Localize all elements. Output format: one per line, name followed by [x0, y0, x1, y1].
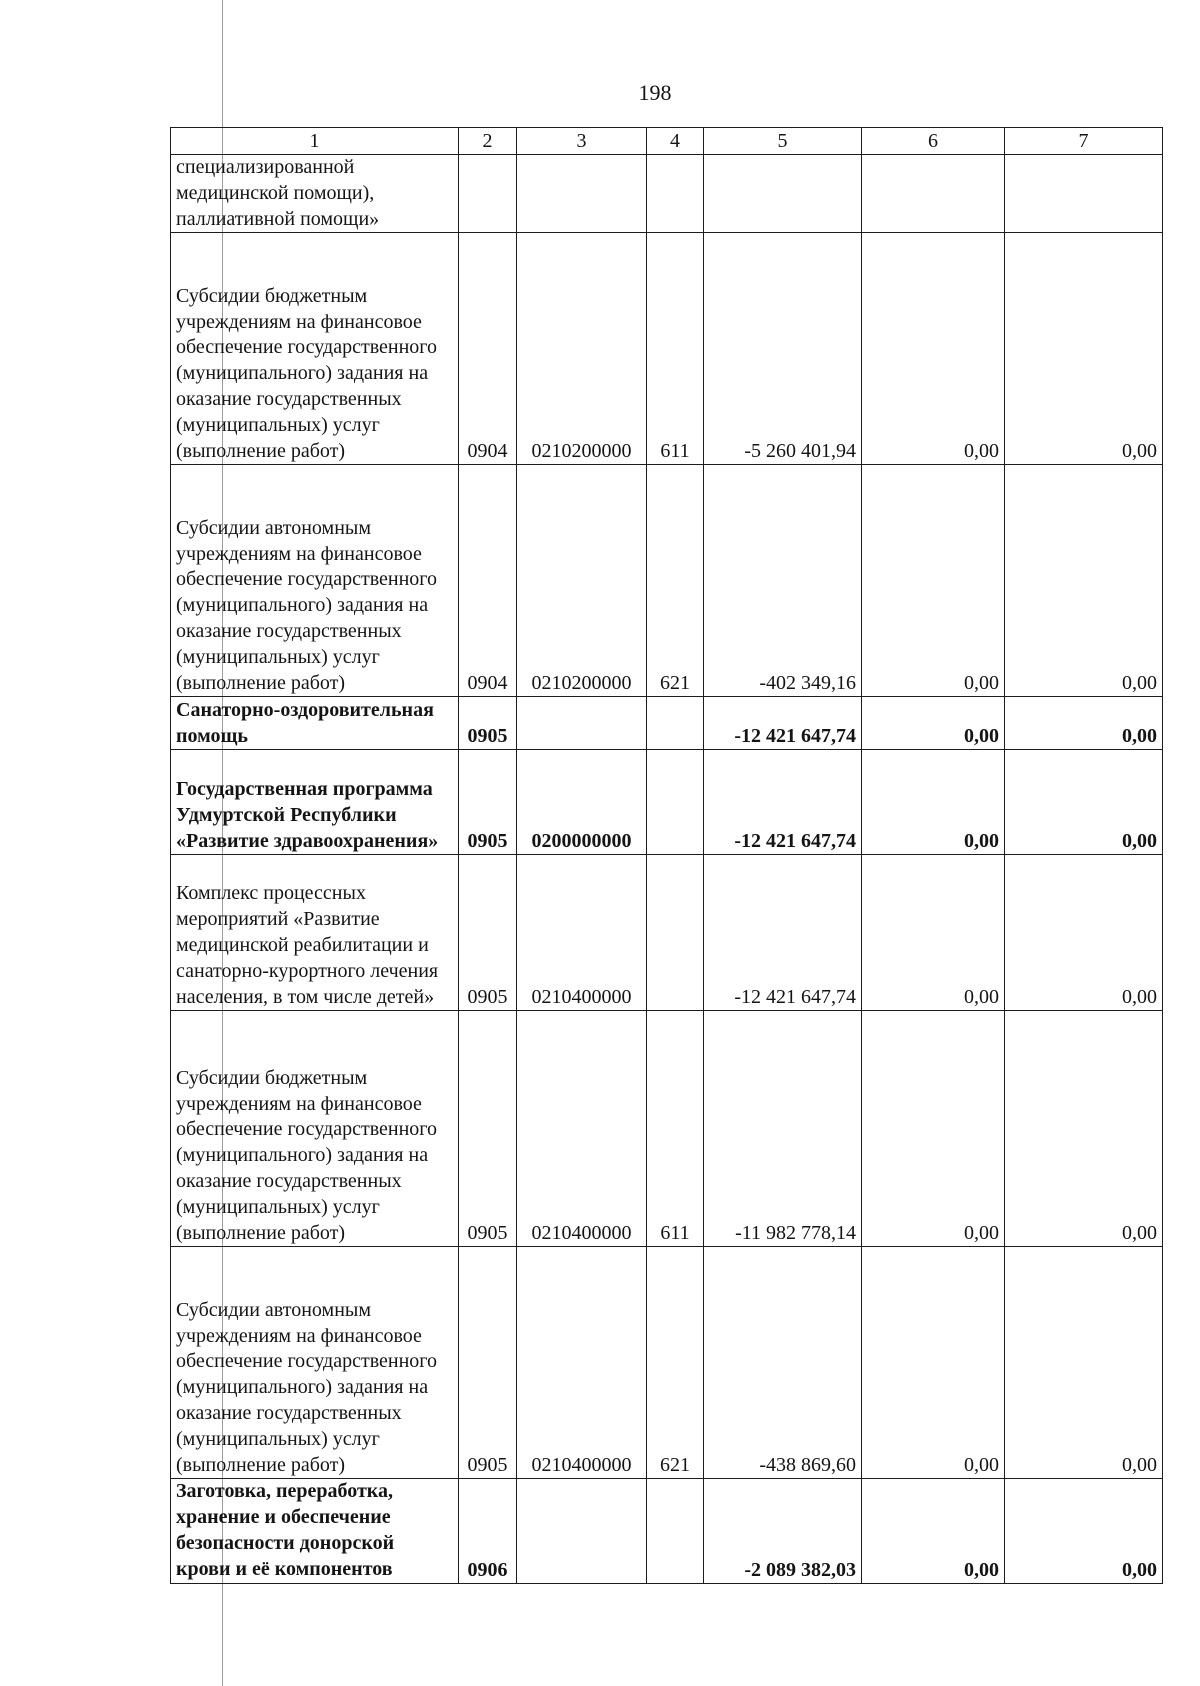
row-value-6: 0,00: [862, 1479, 1005, 1583]
header-col-7: 7: [1005, 128, 1163, 155]
row-type: [647, 1479, 704, 1583]
row-value-6: 0,00: [862, 1247, 1005, 1479]
row-section: 0905: [459, 1011, 517, 1247]
row-value-5: -12 421 647,74: [704, 750, 862, 855]
row-name: Субсидии автономным учреждениям на финансовое обеспечение государственного (муниципального) задания на оказание государственных (муниципальных) услуг (выполнение работ): [171, 1247, 459, 1479]
row-value-7: 0,00: [1005, 855, 1163, 1011]
header-col-2: 2: [459, 128, 517, 155]
row-value-7: 0,00: [1005, 465, 1163, 697]
row-name: Комплекс процессных мероприятий «Развитие медицинской реабилитации и санаторно-курортного лечения населения, в том числе детей»: [171, 855, 459, 1011]
table-row: [171, 233, 1163, 465]
row-type: 621: [647, 1247, 704, 1479]
row-section: 0904: [459, 233, 517, 465]
table-row: [171, 155, 1163, 233]
row-target: 0210400000: [517, 1247, 647, 1479]
row-section: 0905: [459, 697, 517, 750]
header-col-6: 6: [862, 128, 1005, 155]
row-value-5: -11 982 778,14: [704, 1011, 862, 1247]
row-value-7: 0,00: [1005, 1479, 1163, 1583]
row-value-6: 0,00: [862, 855, 1005, 1011]
row-value-5: -402 349,16: [704, 465, 862, 697]
row-target: 0210400000: [517, 855, 647, 1011]
row-value-5: -12 421 647,74: [704, 697, 862, 750]
header-row: [171, 128, 1163, 155]
row-name: Государственная программа Удмуртской Республики «Развитие здравоохранения»: [171, 750, 459, 855]
row-target: [517, 1479, 647, 1583]
row-type: [647, 750, 704, 855]
row-type: [647, 855, 704, 1011]
row-type: [647, 155, 704, 233]
row-value-6: 0,00: [862, 1011, 1005, 1247]
header-col-1: 1: [171, 128, 459, 155]
table-row: [171, 750, 1163, 855]
row-target: 0210200000: [517, 233, 647, 465]
table-row: [171, 1011, 1163, 1247]
header-col-5: 5: [704, 128, 862, 155]
row-value-5: -438 869,60: [704, 1247, 862, 1479]
page-number: 198: [638, 80, 672, 105]
row-name: специализированной медицинской помощи), паллиативной помощи»: [171, 155, 459, 233]
table-row: [171, 855, 1163, 1011]
row-type: [647, 697, 704, 750]
row-section: 0905: [459, 855, 517, 1011]
row-section: [459, 155, 517, 233]
row-section: 0906: [459, 1479, 517, 1583]
row-target: 0210400000: [517, 1011, 647, 1247]
header-col-4: 4: [647, 128, 704, 155]
row-value-5: -12 421 647,74: [704, 855, 862, 1011]
row-name: Субсидии автономным учреждениям на финансовое обеспечение государственного (муниципального) задания на оказание государственных (муниципальных) услуг (выполнение работ): [171, 465, 459, 697]
row-value-6: 0,00: [862, 750, 1005, 855]
table-row: [171, 1247, 1163, 1479]
row-name: Субсидии бюджетным учреждениям на финансовое обеспечение государственного (муниципального) задания на оказание государственных (муниципальных) услуг (выполнение работ): [171, 233, 459, 465]
table-row: [171, 697, 1163, 750]
row-target: 0210200000: [517, 465, 647, 697]
row-value-5: -5 260 401,94: [704, 233, 862, 465]
row-target: 0200000000: [517, 750, 647, 855]
row-name: Санаторно-оздоровительная помощь: [171, 697, 459, 750]
table-row: [171, 465, 1163, 697]
row-section: 0904: [459, 465, 517, 697]
row-name: Субсидии бюджетным учреждениям на финансовое обеспечение государственного (муниципального) задания на оказание государственных (муниципальных) услуг (выполнение работ): [171, 1011, 459, 1247]
row-type: 621: [647, 465, 704, 697]
row-value-6: 0,00: [862, 465, 1005, 697]
row-target: [517, 697, 647, 750]
row-value-7: 0,00: [1005, 697, 1163, 750]
row-value-6: 0,00: [862, 233, 1005, 465]
row-value-5: [704, 155, 862, 233]
budget-table: [170, 127, 1163, 1584]
row-target: [517, 155, 647, 233]
row-value-6: [862, 155, 1005, 233]
row-value-7: 0,00: [1005, 750, 1163, 855]
row-value-6: 0,00: [862, 697, 1005, 750]
row-section: 0905: [459, 1247, 517, 1479]
row-value-7: 0,00: [1005, 1247, 1163, 1479]
row-value-7: 0,00: [1005, 1011, 1163, 1247]
row-section: 0905: [459, 750, 517, 855]
row-type: 611: [647, 1011, 704, 1247]
row-type: 611: [647, 233, 704, 465]
table-row: [171, 1479, 1163, 1583]
row-value-5: -2 089 382,03: [704, 1479, 862, 1583]
row-value-7: 0,00: [1005, 233, 1163, 465]
header-col-3: 3: [517, 128, 647, 155]
row-value-7: [1005, 155, 1163, 233]
row-name: Заготовка, переработка, хранение и обеспечение безопасности донорской крови и её компонентов: [171, 1479, 459, 1583]
